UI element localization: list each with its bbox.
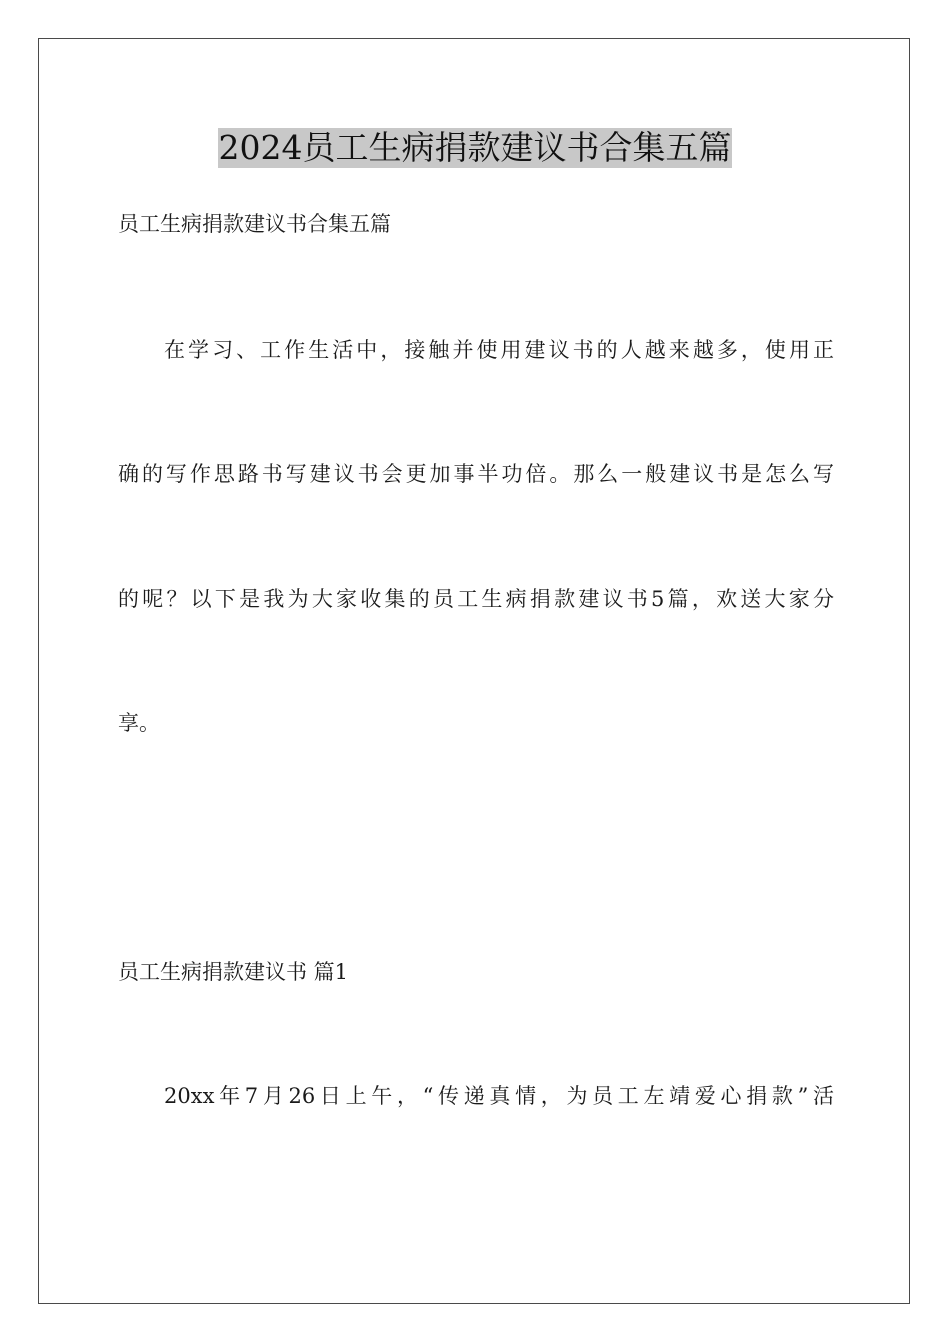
section-heading: 员工生病捐款建议书 篇1: [118, 960, 349, 984]
intro-line-3: 的呢？以下是我为大家收集的员工生病捐款建议书5篇，欢送大家分: [118, 587, 834, 611]
document-subtitle: 员工生病捐款建议书合集五篇: [118, 212, 391, 236]
section-first-line: 20xx年7月26日上午，“传递真情，为员工左靖爱心捐款”活: [164, 1084, 834, 1108]
document-title: 2024员工生病捐款建议书合集五篇: [218, 128, 732, 167]
title-container: [0, 128, 950, 168]
intro-line-1: 在学习、工作生活中，接触并使用建议书的人越来越多，使用正: [164, 338, 834, 362]
intro-line-2: 确的写作思路书写建议书会更加事半功倍。那么一般建议书是怎么写: [118, 462, 834, 486]
intro-line-4: 享。: [118, 711, 160, 735]
